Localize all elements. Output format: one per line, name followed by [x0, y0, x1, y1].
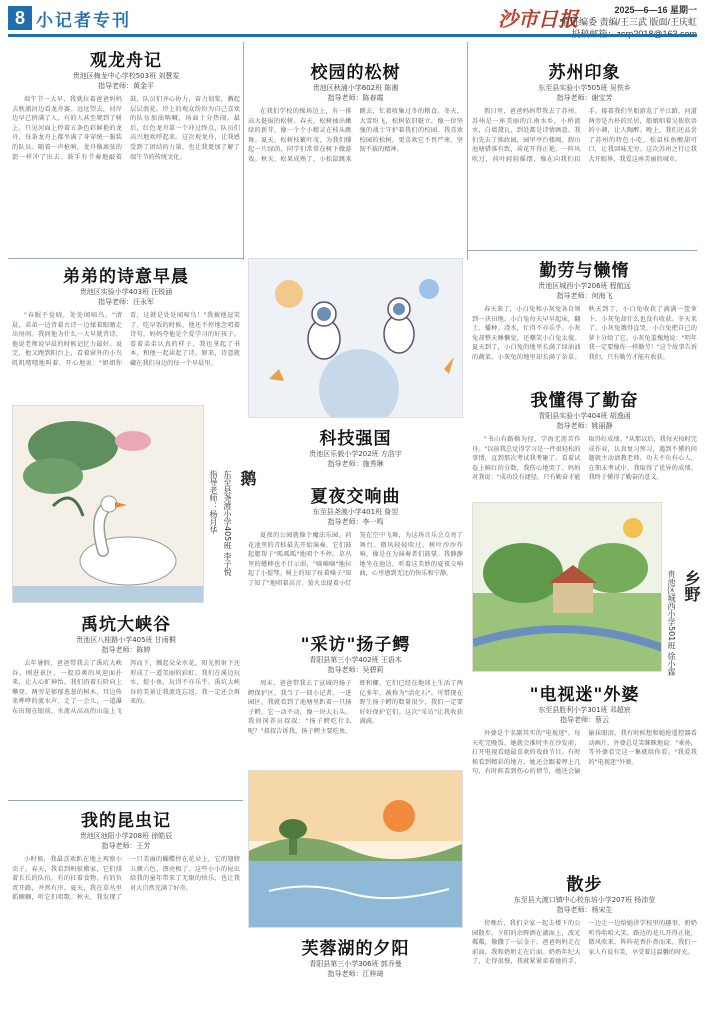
article-advisor: 指导老师：姚丽静	[556, 422, 613, 430]
article-byline: 贵池区池阳小学208班 徐皓辰	[79, 832, 173, 840]
article-byline: 贵池区乐毅小学202班 方浩宇	[309, 450, 402, 458]
article-title: 我的昆虫记	[81, 811, 171, 831]
painting-title: 乡野	[682, 570, 701, 602]
article-byline: 东至县胜利小学301班 邓超宸	[538, 706, 631, 714]
painting-advisor: 指导老师：杨月华	[209, 470, 218, 534]
article-byline: 贵池区八桂路小学405班 甘雨桐	[76, 636, 176, 644]
article-advisor: 指导老师：黄金平	[98, 82, 154, 90]
article-walk	[472, 870, 697, 1014]
painting-countryside	[472, 502, 662, 672]
section-title: 小记者专刊	[36, 11, 131, 31]
article-title: 校园的松树	[310, 63, 401, 83]
editors: 值班编委 责编/王三武 版面/王庆虹	[560, 17, 697, 27]
header-rule	[8, 34, 697, 37]
article-advisor: 指导老师：李一鸣	[327, 518, 384, 526]
article-alligator	[248, 630, 463, 789]
article-byline: 东至县大渡口镇中心校东培小学207班 杨沛莹	[513, 896, 656, 904]
article-tech-power	[248, 424, 463, 469]
article-byline: 贵池区实验小学403班 汪锐涵	[79, 288, 173, 296]
newspaper-logo: 沙市日报	[498, 7, 578, 31]
article-body: 小时候，我最喜欢趴在地上观察小虫子。春天，我看到蚂蚁搬家，它们排着长长的队伍，有的扛着食物，有的负责开路，井然有序。夏天，我在草丛里抓蝈蝈，听它们唱歌。秋天，我发现了一只美丽的蝴蝶停在花朵上，它的翅膀五颜六色，漂亮极了。这些小小的昆虫给我的童年带来了无限的快乐，也让我对大自然充满了好奇。	[12, 856, 240, 902]
article-title: 夏夜交响曲	[310, 487, 401, 507]
divider	[243, 42, 244, 260]
article-advisor: 指导老师：谢宝芳	[556, 94, 613, 102]
article-body: "春眠不觉晓，处处闻啼鸟。"清晨，弟弟一边背着古诗一边揉着眼睛走出房间。我问他为什么一大早就背诗，他说老师说早晨的时候记忆力最好。说完，他又跑到阳台上，看着窗外的小鸟叽叽喳喳地叫着，开心地说："姐姐你看，这就是处处闻啼鸟！"我被他逗笑了。吃早饭的时候，他还不停地念叨着诗句，妈妈夸他是个爱学习的好孩子。看着弟弟认真的样子，我也拿起了书本，和他一起读起了诗。原来，诗意就藏在我们身边的每一个早晨里。	[12, 312, 240, 367]
article-title: 散步	[566, 875, 603, 895]
article-body: 外婆是个名副其实的"电视迷"。每天吃完晚饭，她就会准时坐在沙发前，打开电视看她最喜欢的戏曲节目。有时候看到精彩的地方，她还会跟着哼上几句，有时候看到伤心的情节，她还会偷偷抹眼泪。我有时候想和她抢遥控器看动画片，外婆总是笑眯眯地说："乖孙，等外婆看完这一集就给你看。"我爱我的"电视迷"外婆。	[472, 730, 697, 776]
article-body: 春天来了，小白兔和小灰兔各自领到一块田地。小白兔每天早早起床，翻土、播种、浇水，忙得不亦乐乎。小灰兔却整天睡懒觉，还嘲笑小白兔太傻。夏天到了，小白兔的地里长满了绿油油的蔬菜，小灰兔的地里却长满了杂草。秋天到了，小白兔收获了满满一筐萝卜，小灰兔却什么也没有收获。冬天来了，小灰兔饿得直哭，小白兔把自己的萝卜分给了它。小灰兔羞愧地说："明年我一定要像你一样勤劳！"这个故事告诉我们，只有勤劳才能有收获。	[472, 306, 697, 361]
divider	[8, 800, 243, 801]
issue-date: 2025—6—16 星期一	[614, 5, 697, 15]
article-body: 傍晚后，我们全家一起去楼下的公园散步。夕阳的余晖洒在湖面上，波光粼粼，像撒了一层金子。爸爸妈妈走在前面，我和奶奶走在后面。奶奶年纪大了，走得很慢，我就紧紧牵着她的手，一边走一边给她讲学校里的趣事，奶奶听得哈哈大笑。路边的花儿开得正艳，微风吹来，阵阵花香扑鼻而来。我们一家人有说有笑，享受着这温馨的时光。	[472, 920, 697, 966]
article-title: "采访"扬子鳄	[300, 635, 411, 655]
article-advisor: 指导老师：何海飞	[556, 292, 613, 300]
painting-byline: 东至县尧渡小学405班 李子悦	[223, 470, 232, 576]
article-grandma-tv	[472, 680, 697, 874]
article-title: 观龙舟记	[90, 51, 162, 71]
goose-illustration	[13, 406, 204, 603]
article-title: 科技强国	[319, 429, 392, 449]
article-title: 勤劳与懒惰	[539, 261, 630, 281]
article-byline: 青阳县第三小学306班 郭乔曼	[309, 960, 402, 968]
article-advisor: 指导老师：江梓琦	[327, 970, 384, 978]
article-advisor: 指导老师：蔡云	[560, 716, 609, 724]
article-byline: 贵池区秋浦小学602班 陈湘	[312, 84, 399, 92]
article-pine	[248, 58, 463, 247]
article-title: 芙蓉湖的夕阳	[301, 939, 410, 959]
article-byline: 青阳县第三小学402班 王语木	[309, 656, 402, 664]
article-advisor: 指导老师：杨宋生	[556, 906, 613, 914]
article-diligence-laziness	[472, 256, 697, 400]
article-byline: 贵池区城西小学206班 程航远	[538, 282, 631, 290]
space-illustration	[249, 259, 463, 418]
article-advisor: 指导老师：陈婷	[101, 646, 151, 654]
article-summer-night	[248, 482, 463, 636]
article-advisor: 指导老师：陈春霞	[327, 94, 384, 102]
article-advisor: 指导老师：施秀琳	[327, 460, 384, 468]
article-title: 苏州印象	[548, 63, 621, 83]
article-body: 假日里，爸爸妈妈带我去了苏州。苏州是一座美丽的江南水乡，小桥流水，白墙黛瓦，到处都是诗情画意。我们先去了拙政园，园里亭台楼阁、假山池塘错落有致，荷花开得正艳，一阵风吹过，荷叶轻轻摇摆，像在向我们招手。接着我们坐船游览了平江路，河道两旁是古朴的民居，船娘唱着吴侬软语的小调，让人陶醉。晚上，我们还品尝了苏州的特色小吃，松鼠桂鱼酸甜可口，让我回味无穷。这次苏州之行让我大开眼界，我爱这座美丽的城市。	[472, 108, 697, 163]
article-body: "书山有路勤为径，学海无涯苦作舟。"以前我总觉得学习是一件很轻松的事情，直到那次考试我考砸了。看着试卷上鲜红的分数，我伤心地哭了。妈妈对我说："成功没有捷径，只有勤奋才能取得好成绩。"从那以后，我每天按时完成作业，认真复习预习，遇到不懂的问题就主动请教老师。功夫不负有心人，在期末考试中，我取得了优异的成绩。我终于懂得了勤奋的意义。	[472, 436, 697, 482]
article-suzhou	[472, 58, 697, 257]
article-canyon	[12, 610, 240, 794]
article-body: 去年暑假，爸爸带我去了禹坑大峡谷。刚进景区，一股凉爽的风迎面扑来，让人心旷神怡。我们沿着石阶向上攀登，两旁是郁郁葱葱的树木，耳边传来哗哗的流水声。走了一会儿，一道瀑布出现在眼前，水流从高高的山崖上飞泻而下，溅起朵朵水花，阳光照射下还形成了一道美丽的彩虹。我们在溪边玩水，捉小鱼，玩得不亦乐乎。禹坑大峡谷的美景让我流连忘返，我一定还会再来的。	[12, 660, 240, 715]
article-body: 端午节一大早，我就拉着爸爸妈妈去秋浦河边看龙舟赛。远远望去，河岸边早已挤满了人，有的人甚至爬到了树上。只见河面上停着五条色彩鲜艳的龙舟，每条龙舟上都坐满了身穿统一服装的队员。随着一声枪响，龙舟像离弦的箭一样冲了出去。鼓手有节奏地敲着鼓，队员们齐心协力，奋力划桨，溅起层层浪花。岸上的观众纷纷为自己喜欢的队伍加油呐喊，场面十分热闹。最后，红色龙舟第一个冲过终点，队员们高兴地欢呼起来。这次观龙舟，让我感受到了团结的力量，也让我更加了解了端午节的传统文化。	[12, 96, 240, 161]
countryside-illustration	[473, 503, 662, 672]
article-title: "电视迷"外婆	[529, 685, 640, 705]
article-dragon-boat	[12, 46, 240, 260]
sunset-lake-illustration	[249, 771, 463, 928]
painting-sunset-lake	[248, 770, 463, 928]
page-number: 8	[8, 6, 32, 30]
divider	[467, 42, 468, 260]
painting-goose	[12, 405, 204, 603]
article-byline: 青阳县实验小学404班 胡逸函	[538, 412, 631, 420]
painting-byline: 贵池区城西小学501班 徐小霖	[667, 570, 676, 676]
article-title: 我懂得了勤奋	[530, 391, 639, 411]
article-title: 弟弟的诗意早晨	[63, 267, 189, 287]
article-title: 禹坑大峡谷	[81, 615, 171, 635]
article-byline: 贵池区梅龙中心学校503班 刘慧雯	[72, 72, 180, 80]
article-body: 在我们学校的操场边上，有一排高大挺拔的松树。春天，松树抽出嫩绿的新芽，像一个个小精灵在枝头跳舞。夏天，松树枝繁叶茂，为我们撑起一片绿荫，同学们常常在树下做游戏。秋天，松果成熟了，小松鼠跳来跳去，忙着收集过冬的粮食。冬天，大雪纷飞，松树依旧挺立，像一位坚强的战士守护着我们的校园。我喜欢校园的松树，更喜欢它不畏严寒、坚韧不拔的精神。	[248, 108, 463, 163]
painting-space	[248, 258, 463, 418]
article-advisor: 指导老师：王芳	[101, 842, 151, 850]
article-body: 夏夜的公园就像个魔法乐园。荷花池里的青蛙最先开始演奏，它们鼓起腮帮子"呱呱呱"地唱个不停。草丛里的蟋蟀也不甘示弱，"嘀嘀嘀"地拉起了小提琴。树上的知了扯着嗓子"知了知了"地唱着高音。萤火虫提着小灯笼在空中飞舞，为这场音乐会点亮了舞台。微风轻轻吹过，树叶沙沙作响，像是在为演奏者们鼓掌。我静静地坐在池边，听着这美妙的夏夜交响曲，心里感到无比的快乐和宁静。	[248, 532, 463, 587]
article-body: 周末，爸爸带我去了宣城的扬子鳄保护区，我当了一回小记者。一进园区，我就看到了池塘里趴着一只扬子鳄，它一动不动，像一块大石头。我问饲养员叔叔："扬子鳄吃什么呢？"叔叔告诉我，扬子鳄主要吃鱼、虾和螺，它们已经在地球上生活了两亿多年，被称为"活化石"。可惜现在野生扬子鳄的数量很少，我们一定要好好保护它们。这次"采访"让我收获满满。	[248, 680, 463, 735]
painting-title: 鹅	[238, 470, 257, 486]
article-sunset-lake	[248, 934, 463, 979]
article-byline: 东至县实验小学505班 吴佚乡	[538, 84, 631, 92]
article-advisor: 指导老师：汪永军	[98, 298, 154, 306]
article-byline: 东至县尧渡小学401班 詹翌	[312, 508, 399, 516]
article-advisor: 指导老师：吴碧莉	[327, 666, 384, 674]
article-insects	[12, 806, 240, 1005]
